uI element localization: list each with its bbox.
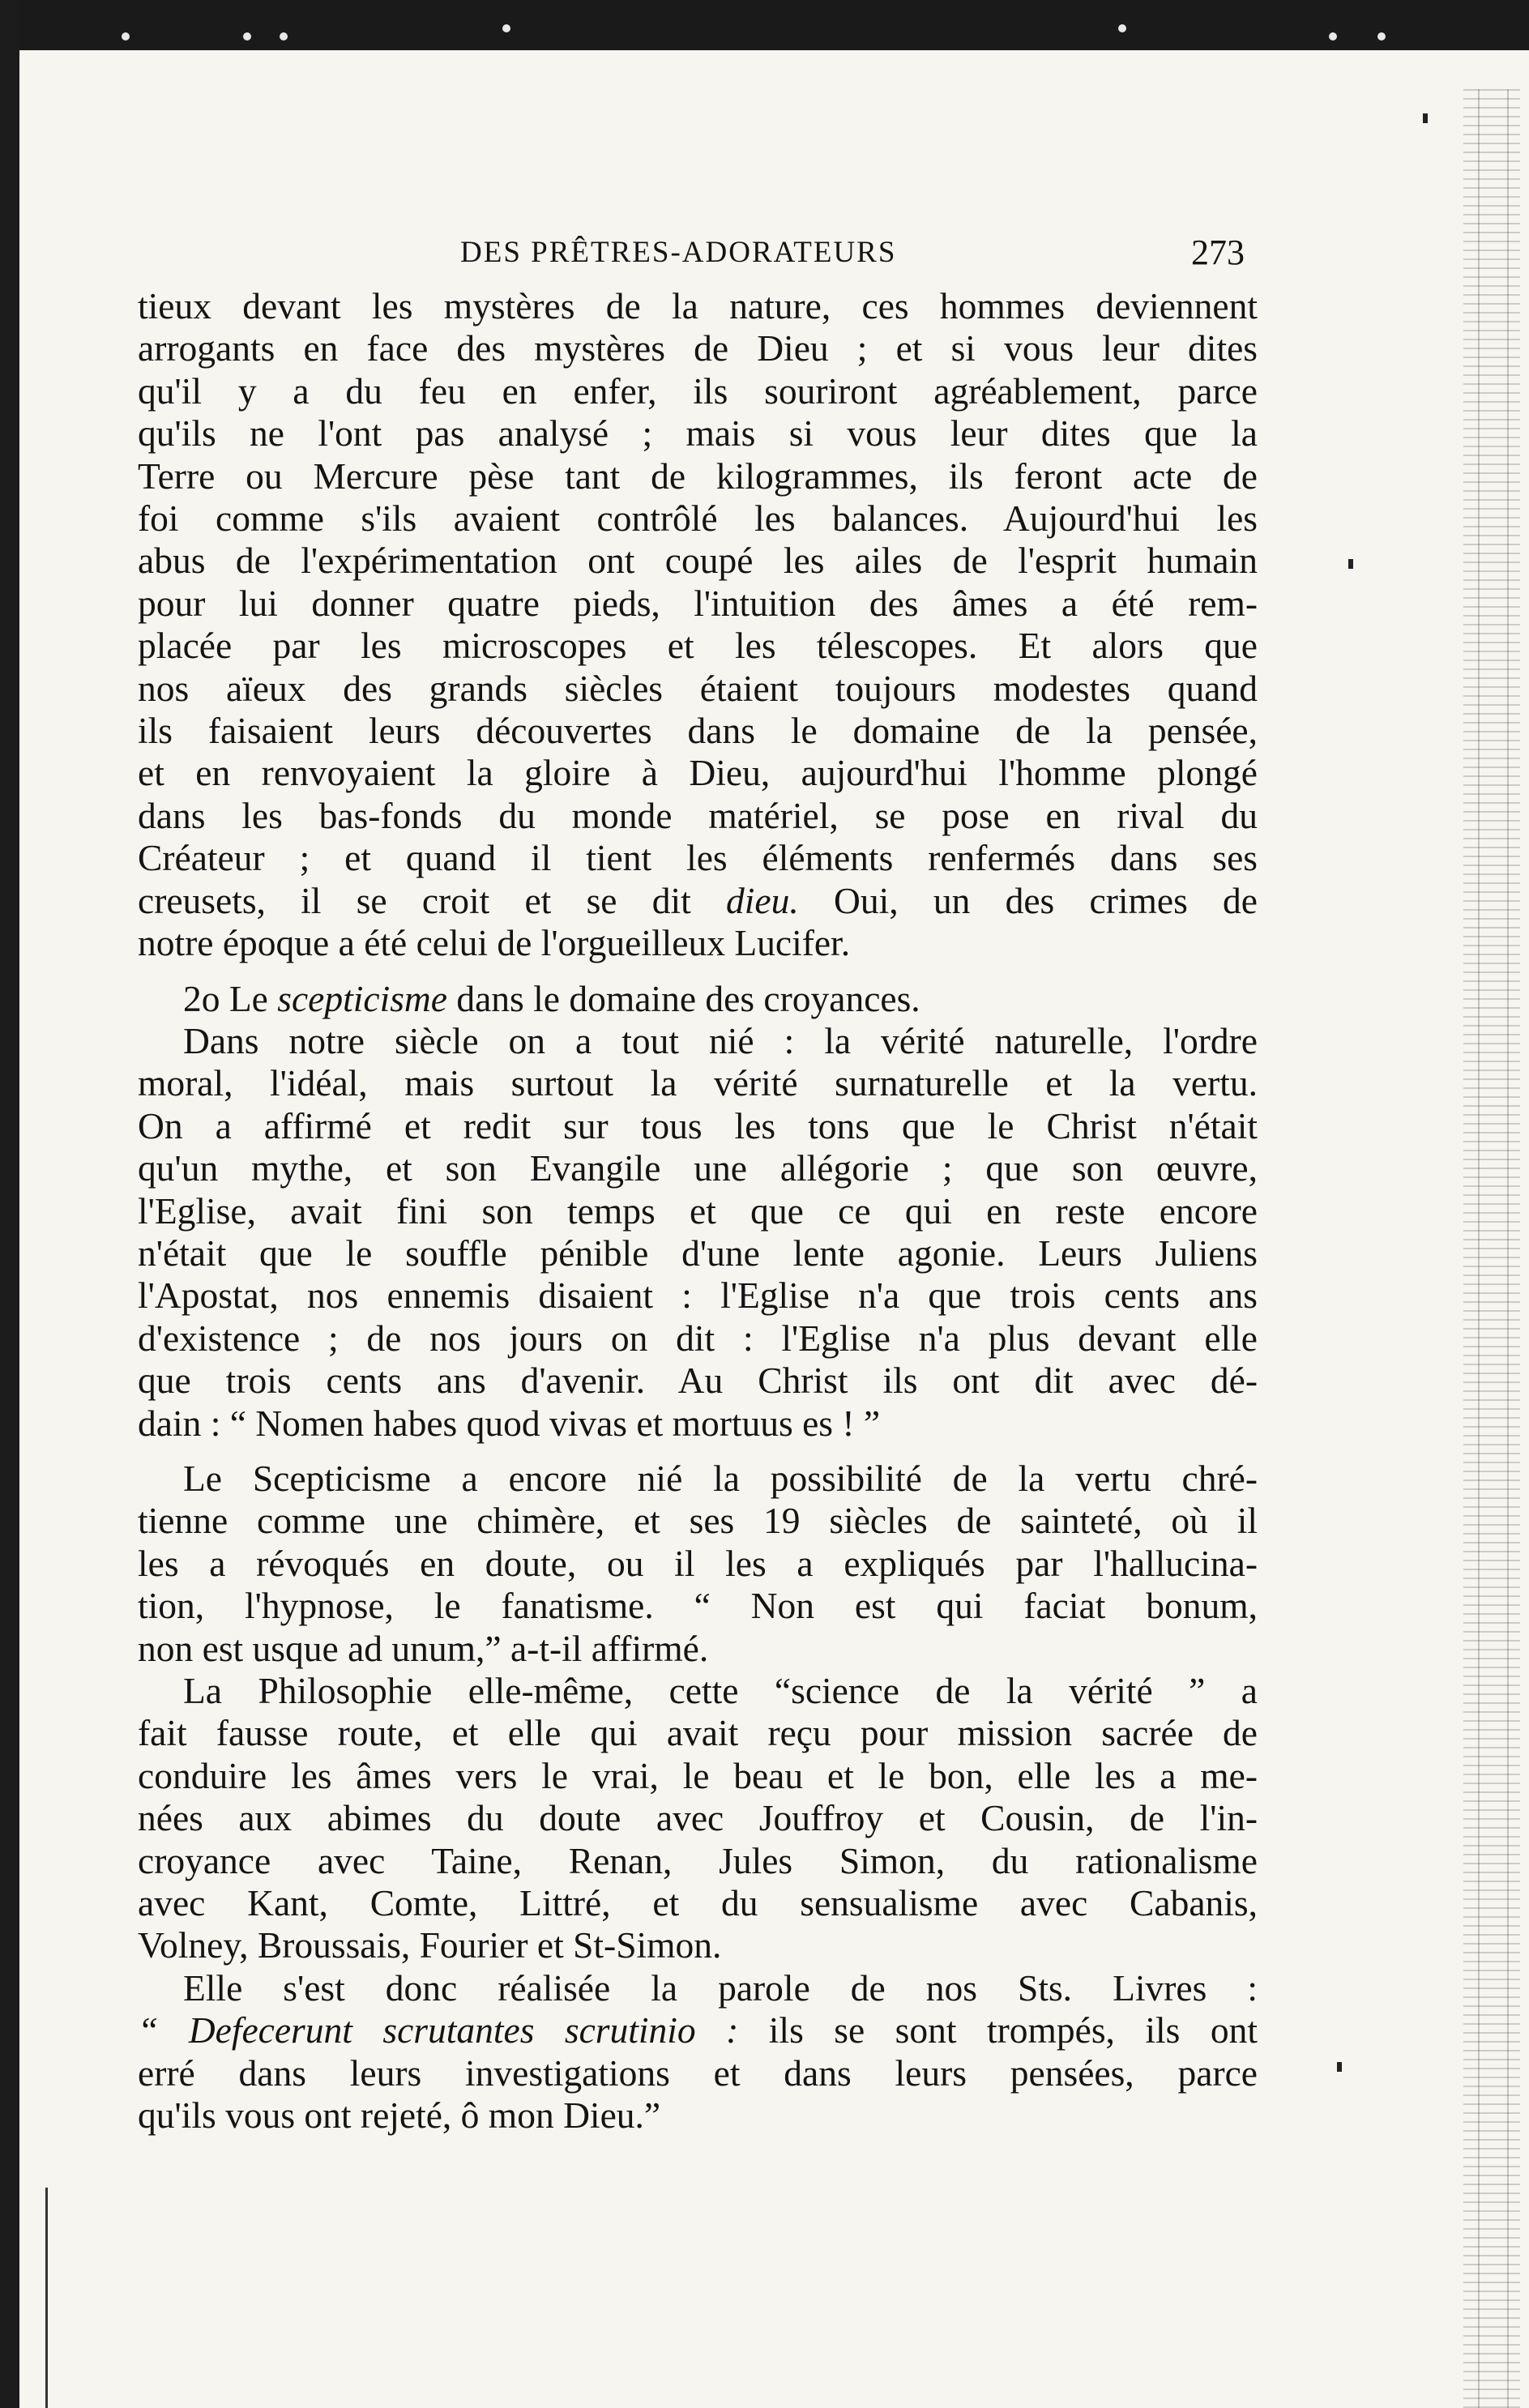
text-line: moral, l'idéal, mais surtout la vérité surnaturelle et la vertu. [138, 1062, 1258, 1104]
text-line: et en renvoyaient la gloire à Dieu, aujourd'hui l'homme plongé [138, 752, 1258, 794]
italic-word: scepticisme [277, 977, 447, 1019]
scan-speck [1337, 2062, 1342, 2072]
scan-right-edge-noise [1463, 89, 1520, 2408]
text-line: Volney, Broussais, Fourier et St-Simon. [138, 1924, 722, 1966]
text-line: dans les bas-fonds du monde matériel, se pose en rival du [138, 794, 1258, 836]
scan-speck [122, 32, 130, 41]
text-line: Terre ou Mercure pèse tant de kilogrammes, ils feront acte de [138, 455, 1258, 497]
text-line: Elle s'est donc réalisée la parole de nos Sts. Livres : [183, 1966, 1258, 2009]
text-line: placée par les microscopes et les télescopes. Et alors que [138, 625, 1258, 667]
text-line: Dans notre siècle on a tout nié : la vérité naturelle, l'ordre [183, 1019, 1258, 1061]
text-line: fait fausse route, et elle qui avait reçu pour mission sacrée de [138, 1712, 1258, 1754]
scan-speck [1423, 113, 1428, 123]
text-line: conduire les âmes vers le vrai, le beau et le bon, elle les a me- [138, 1754, 1258, 1796]
text-line: Créateur ; et quand il tient les éléments renfermés dans ses [138, 837, 1258, 879]
text-segment: dans le domaine des croyances. [446, 977, 920, 1019]
scan-speck [502, 24, 510, 32]
text-line: nées aux abimes du doute avec Jouffroy et Cousin, de l'in- [138, 1797, 1258, 1839]
text-line: qu'un mythe, et son Evangile une allégorie ; que son œuvre, [138, 1147, 1258, 1189]
text-line: qu'il y a du feu en enfer, ils souriront agréablement, parce [138, 369, 1258, 412]
text-line: l'Eglise, avait fini son temps et que ce qui en reste encore [138, 1189, 1258, 1232]
text-line: n'était que le souffle pénible d'une lente agonie. Leurs Juliens [138, 1232, 1258, 1274]
scan-speck [280, 32, 288, 41]
scan-left-edge [0, 0, 19, 2408]
text-line: On a affirmé et redit sur tous les tons que le Christ n'était [138, 1104, 1258, 1146]
italic-quote: “ Defecerunt scrutantes scrutinio : [138, 2009, 739, 2051]
text-line: ils faisaient leurs découvertes dans le domaine de la pensée, [138, 710, 1258, 752]
scan-speck [1377, 32, 1386, 41]
text-line: croyance avec Taine, Renan, Jules Simon, du rationalisme [138, 1839, 1258, 1881]
scan-speck [1118, 24, 1126, 32]
text-line: non est usque ad unum,” a-t-il affirmé. [138, 1627, 709, 1669]
text-line: les a révoqués en doute, ou il les a expliqués par l'hallucina- [138, 1542, 1258, 1584]
page-header [0, 225, 1529, 282]
section-heading [138, 978, 1258, 1020]
text-line [138, 2009, 1258, 2051]
scan-top-edge [0, 0, 1529, 50]
text-line: nos aïeux des grands siècles étaient toujours modestes quand [138, 667, 1258, 709]
text-line: La Philosophie elle-même, cette “science de la vérité ” a [183, 1670, 1258, 1711]
text-line: tion, l'hypnose, le fanatisme. “ Non est qui faciat bonum, [138, 1585, 1258, 1627]
text-line: pour lui donner quatre pieds, l'intuition des âmes a été rem- [138, 582, 1258, 624]
scan-left-rule [45, 2188, 48, 2408]
scan-speck [1348, 559, 1353, 569]
text-line: l'Apostat, nos ennemis disaient : l'Eglise n'a que trois cents ans [138, 1274, 1258, 1317]
text-line [138, 880, 1258, 922]
text-segment: 2o Le [183, 977, 278, 1019]
text-line: d'existence ; de nos jours on dit : l'Eglise n'a plus devant elle [138, 1317, 1258, 1359]
running-head: DES PRÊTRES-ADORATEURS [460, 236, 897, 269]
scan-speck [1329, 32, 1337, 41]
text-line: erré dans leurs investigations et dans leurs pensées, parce [138, 2051, 1258, 2094]
text-line: tieux devant les mystères de la nature, ces hommes deviennent [138, 285, 1258, 327]
text-line: Le Scepticisme a encore nié la possibilité de la vertu chré- [183, 1457, 1258, 1499]
page-number: 273 [1191, 233, 1245, 272]
text-segment: Oui, un des crimes de [798, 879, 1258, 921]
text-line: foi comme s'ils avaient contrôlé les balances. Aujourd'hui les [138, 497, 1258, 540]
text-segment: creusets, il se croit et se dit [138, 879, 727, 921]
text-line: que trois cents ans d'avenir. Au Christ ils ont dit avec dé- [138, 1360, 1258, 1402]
text-line: qu'ils vous ont rejeté, ô mon Dieu.” [138, 2094, 661, 2137]
text-line: qu'ils ne l'ont pas analysé ; mais si vous leur dites que la [138, 412, 1258, 455]
text-line: avec Kant, Comte, Littré, et du sensualisme avec Cabanis, [138, 1882, 1258, 1924]
text-line: arrogants en face des mystères de Dieu ; et si vous leur dites [138, 327, 1258, 369]
text-segment: ils se sont trompés, ils ont [738, 2009, 1258, 2051]
text-line: tienne comme une chimère, et ses 19 siècles de sainteté, où il [138, 1500, 1258, 1542]
italic-word: dieu. [726, 879, 799, 921]
text-line: notre époque a été celui de l'orgueilleux Lucifer. [138, 922, 851, 964]
scan-speck [243, 32, 251, 41]
text-line: abus de l'expérimentation ont coupé les ailes de l'esprit humain [138, 540, 1258, 582]
body-text [138, 285, 1258, 2137]
text-line: dain : “ Nomen habes quod vivas et mortuus es ! ” [138, 1402, 881, 1444]
